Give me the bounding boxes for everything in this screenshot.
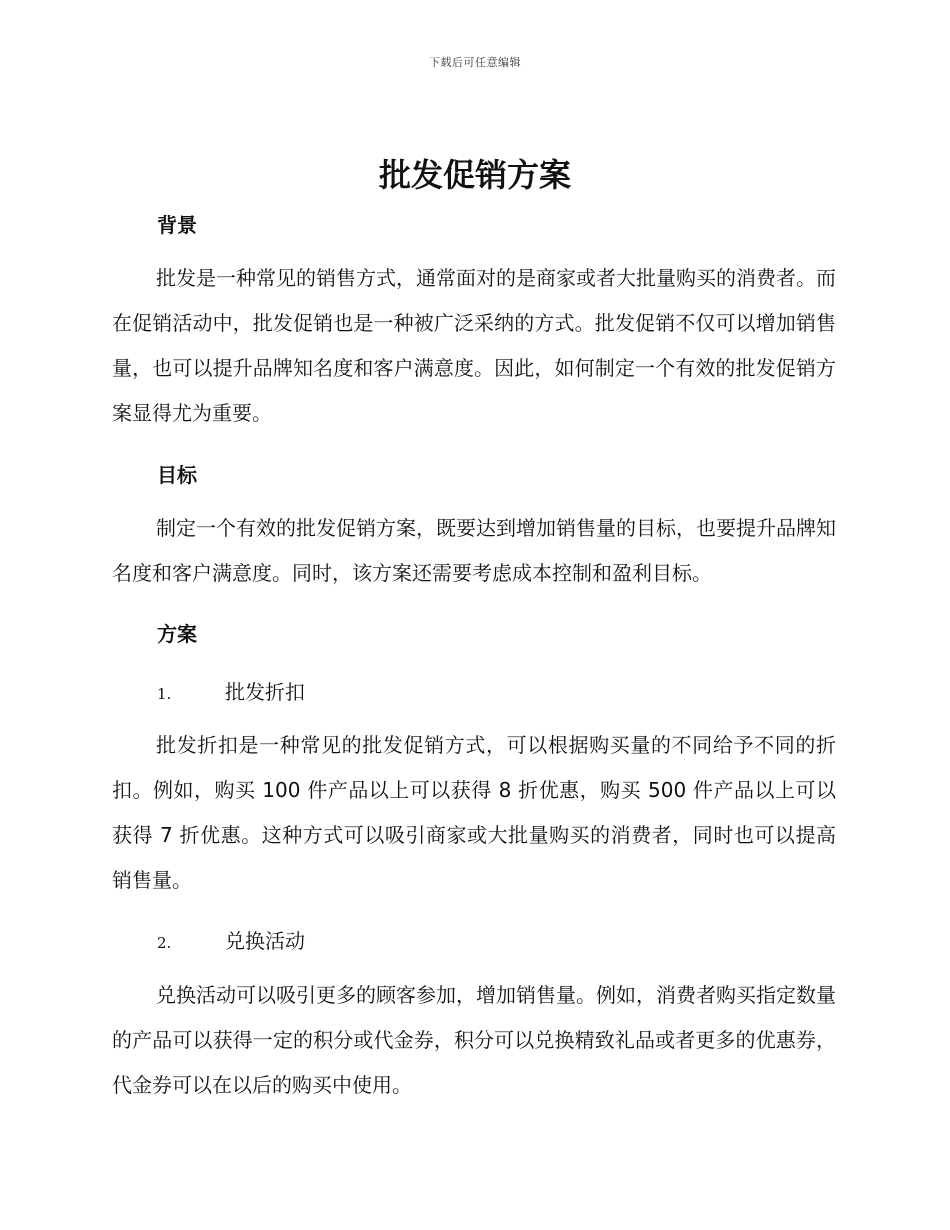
document-title: 批发促销方案 [378,156,571,194]
discount-paragraph: 批发折扣是一种常见的批发促销方式，可以根据购买量的不同给予不同的折扣。例如，购买 100 件产品以上可以获得 8 折优惠，购买 500 件产品以上可以获得 7 折优惠。这种方式可以吸引商家或大批量购买的消费者，同时也可以提高销售量。 [112,733,836,892]
header-note: 下载后可任意编辑 [429,56,521,69]
list-item-label: 兑换活动 [225,929,305,953]
list-item-number: 2. [157,934,172,952]
goal-paragraph: 制定一个有效的批发促销方案，既要达到增加销售量的目标，也要提升品牌知名度和客户满意度。同时，该方案还需要考虑成本控制和盈利目标。 [112,516,836,585]
section-heading-background: 背景 [157,213,197,237]
background-paragraph: 批发是一种常见的销售方式，通常面对的是商家或者大批量购买的消费者。而在促销活动中，批发促销也是一种被广泛采纳的方式。批发促销不仅可以增加销售量，也可以提升品牌知名度和客户满意度。因此，如何制定一个有效的批发促销方案显得尤为重要。 [112,266,836,425]
list-item-2 [157,925,305,954]
list-item-label: 批发折扣 [225,680,305,704]
list-item-number: 1. [157,685,172,703]
section-heading-plan: 方案 [157,622,197,646]
list-item-1 [157,676,305,705]
section-heading-goal: 目标 [157,463,197,487]
exchange-paragraph: 兑换活动可以吸引更多的顾客参加，增加销售量。例如，消费者购买指定数量的产品可以获得一定的积分或代金券，积分可以兑换精致礼品或者更多的优惠券，代金券可以在以后的购买中使用。 [112,983,836,1097]
